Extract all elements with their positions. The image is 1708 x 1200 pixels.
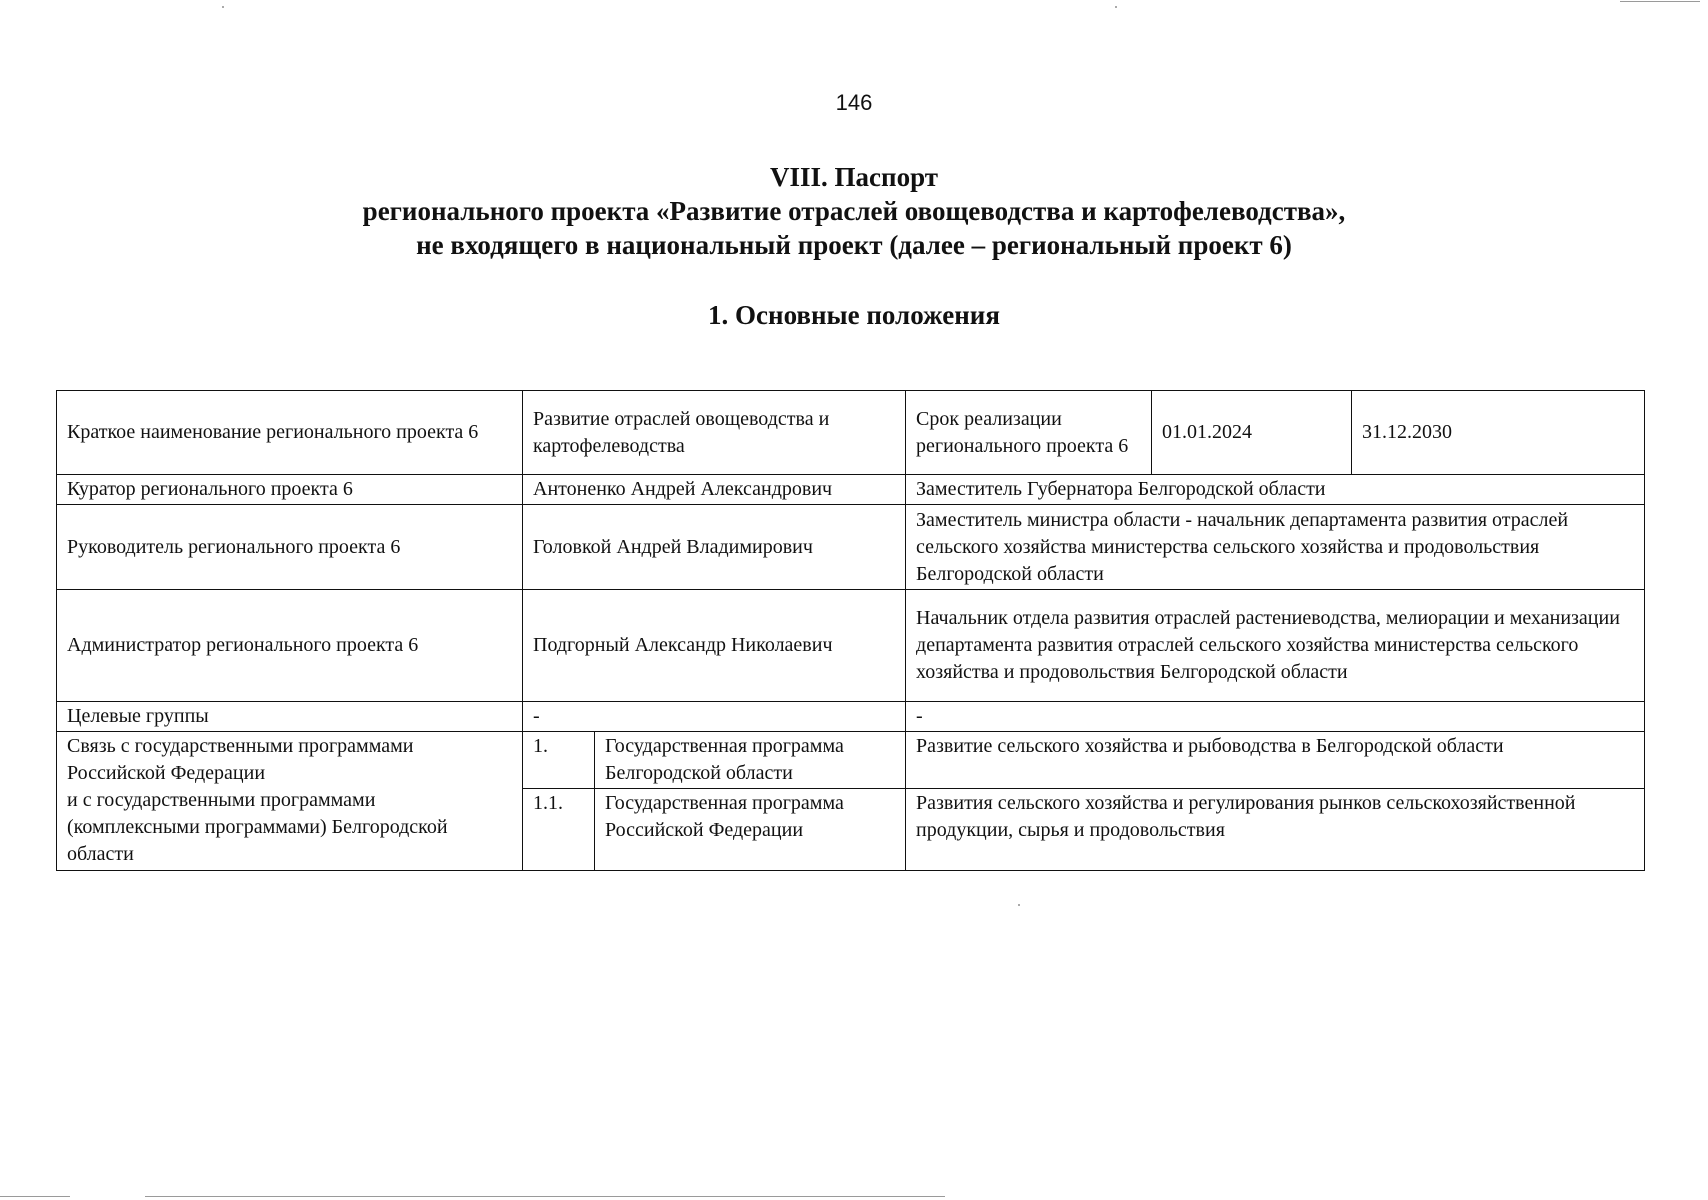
table-row-program-link-1 — [57, 732, 1645, 789]
period-end-date: 31.12.2030 — [1352, 391, 1645, 475]
program-links-label-part-1: Связь с государственными программами Российской Федерации — [67, 735, 414, 784]
passport-table — [56, 390, 1645, 871]
title-line-1: VIII. Паспорт — [770, 162, 938, 192]
scan-edge-line — [145, 1196, 945, 1197]
short-name-value: Развитие отраслей овощеводства и картофелеводства — [523, 391, 906, 475]
table-row-curator — [57, 475, 1645, 505]
target-groups-description: - — [906, 702, 1645, 732]
head-name: Головкой Андрей Владимирович — [523, 505, 906, 590]
target-groups-label: Целевые группы — [57, 702, 523, 732]
administrator-name: Подгорный Александр Николаевич — [523, 590, 906, 702]
short-name-label: Краткое наименование регионального проекта 6 — [57, 391, 523, 475]
period-start-date: 01.01.2024 — [1152, 391, 1352, 475]
scan-speck — [1018, 904, 1020, 906]
table-row-administrator — [57, 590, 1645, 702]
page-number: 146 — [835, 90, 873, 115]
administrator-label: Администратор регионального проекта 6 — [57, 590, 523, 702]
program-type: Государственная программа Белгородской области — [595, 732, 906, 789]
scan-edge-line — [1620, 1, 1700, 2]
title-line-2: регионального проекта «Развитие отраслей овощеводства и картофелеводства», — [362, 196, 1346, 226]
curator-name: Антоненко Андрей Александрович — [523, 475, 906, 505]
scan-edge-line — [0, 1196, 70, 1197]
curator-label: Куратор регионального проекта 6 — [57, 475, 523, 505]
period-label: Срок реализации регионального проекта 6 — [906, 391, 1152, 475]
document-title — [0, 160, 1708, 262]
head-position: Заместитель министра области - начальник департамента развития отраслей сельского хозяйства министерства сельского хозяйства и продовольствия Белгородской области — [906, 505, 1645, 590]
administrator-position: Начальник отдела развития отраслей растениеводства, мелиорации и механизации департамента развития отраслей сельского хозяйства министерства сельского хозяйства и продовольствия Белгородской области — [906, 590, 1645, 702]
program-number: 1. — [523, 732, 595, 789]
program-name: Развитие сельского хозяйства и рыбоводства в Белгородской области — [906, 732, 1645, 789]
scan-speck — [222, 6, 224, 8]
table-row-head — [57, 505, 1645, 590]
program-number: 1.1. — [523, 789, 595, 871]
target-groups-value: - — [523, 702, 906, 732]
table-row-short-name — [57, 391, 1645, 475]
head-label: Руководитель регионального проекта 6 — [57, 505, 523, 590]
curator-position: Заместитель Губернатора Белгородской области — [906, 475, 1645, 505]
program-type: Государственная программа Российской Федерации — [595, 789, 906, 871]
program-links-label-part-2: и с государственными программами (комплексными программами) Белгородской области — [67, 789, 448, 865]
program-links-label — [57, 732, 523, 871]
title-line-3: не входящего в национальный проект (далее – региональный проект 6) — [416, 230, 1292, 260]
program-name: Развития сельского хозяйства и регулирования рынков сельскохозяйственной продукции, сырья и продовольствия — [906, 789, 1645, 871]
section-heading: 1. Основные положения — [708, 300, 1000, 330]
scan-speck — [1115, 6, 1117, 8]
table-row-target-groups — [57, 702, 1645, 732]
